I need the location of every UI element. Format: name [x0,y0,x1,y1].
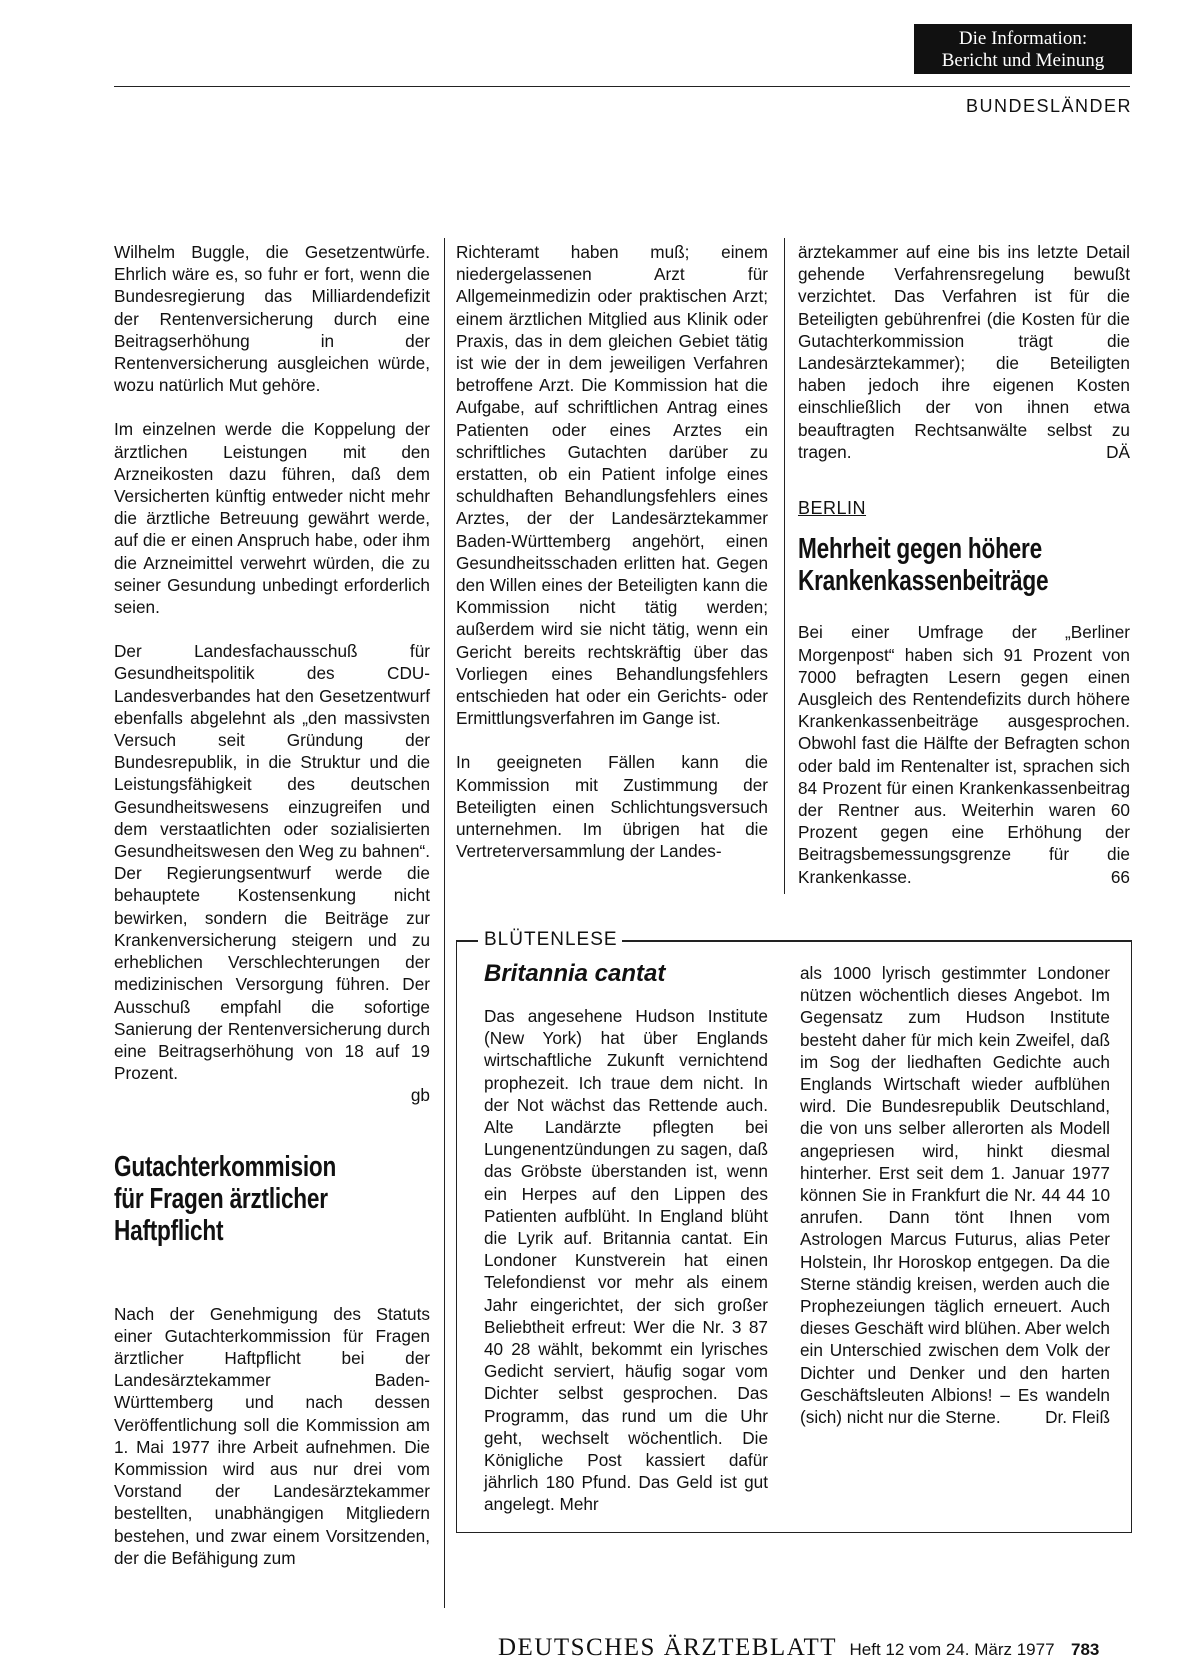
headline-line: Krankenkassenbeiträge [798,565,1049,598]
col2-paragraph-1: Richteramt haben muß; einem niedergelassenen Arzt für Allgemeinmedizin oder praktischen Arzt; einem ärztlichen Mitglied aus Klinik oder Praxis, das in dem gleichen Gebiet tätig ist wie der in dem jeweiligen Verfahren betroffene Arzt. Die Kommission hat die Aufgabe, auf schriftlichen Antrag eines Patienten oder eines Arztes ein schriftliches Gutachten darüber zu erstatten, ob ein Patient infolge eines schuldhaften Behandlungsfehlers eines Arztes, der der Landesärztekammer Baden-Württemberg angehört, einen Gesundheitsschaden erlitten hat. Gegen den Willen eines der Beteiligten kann die Kommission nicht tätig werden; außerdem wird sie nicht tätig, wenn ein Gericht bereits rechtskräftig über das Vorliegen eines Behandlungsfehlers entschieden hat oder ein Gerichts- oder Ermittlungsverfahren im Gange ist. [456,242,768,729]
col1-paragraph-4: Nach der Genehmigung des Statuts einer Gutachterkommission für Fragen ärztlicher Haftpflicht bei der Landesärztekammer Baden-Württemberg und nach dessen Veröffentlichung soll die Kommission am 1. Mai 1977 ihre Arbeit aufnehmen. Die Kommission wird aus nur drei vom Vorstand der Landesärztekammer bestellten, unabhängigen Mitgliedern bestehen, und zwar einem Vorsitzenden, der die Befähigung zum [114,1303,430,1568]
kicker-berlin: BERLIN [798,498,867,519]
box-top-rule [622,940,1132,942]
column-divider [444,238,445,1608]
col3-paragraph-2: Bei einer Umfrage der „Berliner Morgenpost“ haben sich 91 Prozent von 7000 befragten Lesern gegen einen Ausgleich des Rentendefizits durch höhere Krankenkassenbeiträge ausgesprochen. Obwohl fast die Hälfte der Befragten schon oder bald im Rentenalter ist, sprachen sich 84 Prozent für einen Krankenkassenbeitrag der Rentner aus. Weiterhin waren 60 Prozent gegen eine Erhöhung der Beitragsbemessungsgrenze für die Krankenkasse. [798,622,1130,887]
col3-signature: DÄ [1106,442,1130,463]
col1-signature: gb [410,1085,430,1106]
col1-paragraph-2: Im einzelnen werde die Koppelung der ärztlichen Leistungen mit den Arzneikosten dazu führen, daß dem Versicherten künftig entweder nicht mehr die ärztliche Betreuung gewährt werde, auf die er einen Anspruch habe, oder ihm die Arzneimittel verwehrt würden, die zu seiner Gesundung unbedingt erforderlich seien. [114,419,430,618]
headline-line: Gutachterkommision [114,1150,337,1183]
col2-paragraph-2: In geeigneten Fällen kann die Kommission mit Zustimmung der Beteiligten einen Schlichtungsversuch unternehmen. Im übrigen hat die Vertreterversammlung der Landes- [456,752,768,862]
section-label: BUNDESLÄNDER [965,96,1132,116]
col1-paragraph-3: Der Landesfachausschuß für Gesundheitspolitik des CDU-Landesverbandes hat den Gesetzentwurf ebenfalls abgelehnt als „den massivsten Versuch seit Gründung der Bundesrepublik, in die Struktur und die Leistungsfähigkeit des deutschen Gesundheitswesens einzugreifen und dem verstaatlichten oder sozialisierten Gesundheitswesen den Weg zu bahnen“. Der Regierungsentwurf werde die behauptete Kostensenkung nicht bewirken, sondern die Beiträge zur Krankenversicherung steigern und zu erheblichen Verschlechterungen der medizinischen Versorgung führen. Der Ausschuß empfahl die sofortige Sanierung der Rentenversicherung durch eine Beitragserhöhung von 18 auf 19 Prozent. [114,641,430,1084]
box-right-text: als 1000 lyrisch gestimmter Londoner nützen wöchentlich dieses Angebot. Im Gegensatz zum Hudson Institute besteht daher für mich kein Zweifel, daß im Sog der liedhaften Gedichte auch Englands Wirtschaft wieder aufblühen wird. Die Bundesrepublik Deutschland, die von uns selber allerorten als Modell angepriesen wird, hinkt diesmal hinterher. Erst seit dem 1. Januar 1977 können Sie in Frankfurt die Nr. 44 44 10 anrufen. Dann tönt Ihnen vom Astrologen Marcus Futurus, alias Peter Holstein, Ihr Horoskop entgegen. Da die Sterne ständig kreisen, werden auch die Prophezeiungen täglich erneuert. Auch dieses Geschäft wird blühen. Aber welch ein Unterschied zwischen dem Volk der Dichter und Denker und den harten Geschäftsleuten Albions! – Es wandeln (sich) nicht nur die Sterne. [800,963,1110,1428]
section-tag-line2: Bericht und Meinung [941,50,1105,71]
issue-info: Heft 12 vom 24. März 1977 [849,1640,1055,1659]
col1-paragraph-1: Wilhelm Buggle, die Gesetzentwürfe. Ehrlich wäre es, so fuhr er fort, wenn die Bundesregierung das Milliardendefizit der Rentenversicherung durch eine Beitragserhöhung in der Rentenversicherung ausgleichen würde, wozu natürlich Mut gehöre. [114,242,430,396]
column-2 [456,241,768,862]
headline-mehrheit [798,533,1130,603]
col3-signature: 66 [1110,866,1130,887]
top-rule [114,86,1130,87]
page-number: 783 [1070,1640,1100,1659]
headline-gutachterkommission [114,1151,430,1269]
box-top-rule [456,940,478,942]
column-3 [798,241,1130,888]
headline-line: Mehrheit gegen höhere [798,533,1042,566]
headline-line: Haftpflicht [114,1214,224,1247]
journal-name: DEUTSCHES ÄRZTEBLATT [498,1634,838,1661]
headline-line: für Fragen ärztlicher [114,1182,328,1215]
box-column-left [484,1005,768,1516]
column-divider [784,238,785,894]
box-signature: Dr. Fleiß [1045,1407,1110,1428]
box-title: Britannia cantat [484,960,666,987]
col3-paragraph-1: ärztekammer auf eine bis ins letzte Detail gehende Verfahrensregelung bewußt verzichtet. Das Verfahren ist für die Beteiligten gebührenfrei (die Kosten für die Gutachterkommission trägt die Landesärztekammer); die Beteiligten haben jedoch ihre eigenen Kosten einschließlich der von ihnen etwa beauftragten Rechtsanwälte selbst zu tragen. [798,242,1130,462]
column-1 [114,241,430,1569]
section-tag-line1: Die Information: [958,28,1088,49]
box-left-text: Das angesehene Hudson Institute (New York) hat über Englands wirtschaftliche Zukunft vernichtend prophezeit. Ich traue dem nicht. In der Not wächst das Rettende auch. Alte Landärzte pflegten bei Lungenentzündungen zu sagen, daß das Gröbste überstanden ist, wenn ein Herpes auf den Lippen des Patienten aufblüht. In England blüht die Lyrik auf. Britannia cantat. Ein Londoner Kunstverein hat einen Telefondienst vor mehr als einem Jahr eingerichtet, der sich großer Beliebtheit erfreut: Wer die Nr. 3 87 40 28 wählt, bekommt ein lyrisches Gedicht serviert, häufig sogar vom Dichter selbst gesprochen. Das Programm, das rund um die Uhr geht, wechselt wöchentlich. Die Königliche Post kassiert dafür jährlich 180 Pfund. Das Geld ist gut angelegt. Mehr [484,1006,768,1515]
box-kicker: BLÜTENLESE [484,929,618,950]
section-tag [914,24,1132,74]
page-footer [498,1634,1132,1662]
box-column-right [800,962,1110,1428]
col1-signature-row [114,1084,430,1106]
